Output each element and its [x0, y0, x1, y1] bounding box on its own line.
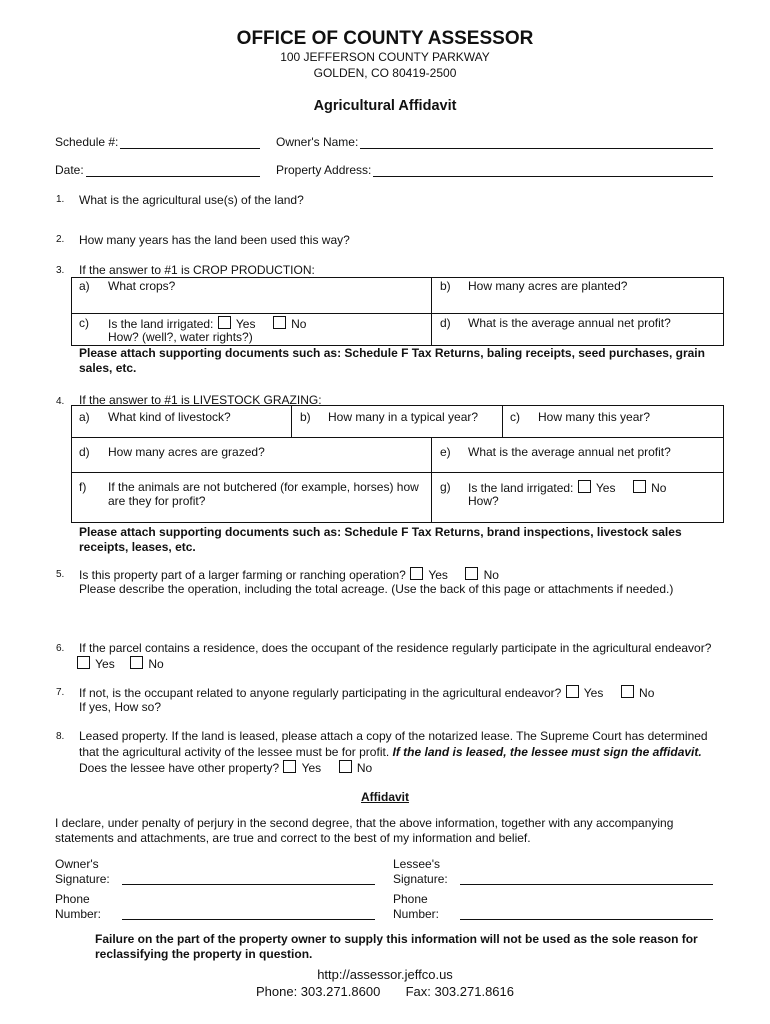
- q3c-no-label: No: [291, 317, 307, 331]
- q8-lessee-warning: If the land is leased, the lessee must sign the affidavit.: [392, 745, 702, 759]
- q4g-yes-checkbox[interactable]: [578, 480, 591, 493]
- q3c-text: Is the land irrigated:: [108, 317, 214, 331]
- q4b-text: How many in a typical year?: [328, 410, 479, 424]
- affidavit-line-2: statements and attachments, are true and correct to the best of my information and belief.: [55, 831, 531, 845]
- q8-line3: [79, 760, 372, 775]
- q6-number: 6.: [56, 643, 65, 654]
- q5-number: 5.: [56, 569, 65, 580]
- q6-yes-checkbox[interactable]: [77, 656, 90, 669]
- q4g-yes-label: Yes: [595, 481, 616, 495]
- address-line-2: GOLDEN, CO 80419-2500: [313, 66, 457, 80]
- q8-line2: [79, 745, 702, 759]
- q7-text: If not, is the occupant related to anyone regularly participating in the agricultural endeavor?: [79, 686, 562, 700]
- livestock-col-divider-b: [291, 405, 292, 437]
- q3c-no-checkbox[interactable]: [273, 316, 286, 329]
- q7-no-label: No: [639, 686, 655, 700]
- q8-line1: Leased property. If the land is leased, please attach a copy of the notarized lease. The Supreme Court has determined: [79, 729, 708, 743]
- date-field[interactable]: [86, 176, 260, 177]
- owner-phone-field[interactable]: [122, 919, 375, 920]
- q3-note: Please attach supporting documents such as: Schedule F Tax Returns, baling receipts, seed purchases, grain sales, etc.: [79, 346, 705, 375]
- q4g-letter: g): [440, 480, 451, 494]
- livestock-col-divider: [431, 437, 432, 522]
- q4d-text: How many acres are grazed?: [108, 445, 265, 459]
- q4f-text: If the animals are not butchered (for example, horses) how are they for profit?: [108, 480, 419, 508]
- q4c-letter: c): [510, 410, 520, 424]
- footer-url[interactable]: http://assessor.jeffco.us: [317, 967, 453, 982]
- q7-no-checkbox[interactable]: [621, 685, 634, 698]
- q6-yes-label: Yes: [95, 657, 115, 671]
- q5-yes-label: Yes: [428, 568, 448, 582]
- q2-text: How many years has the land been used this way?: [79, 233, 350, 247]
- q5-yes-checkbox[interactable]: [410, 567, 423, 580]
- owner-signature-label-2: Signature:: [55, 872, 110, 886]
- lessee-signature-label-2: Signature:: [393, 872, 448, 886]
- footer-phone: Phone: 303.271.8600: [255, 984, 381, 999]
- q4g-no-label: No: [651, 481, 667, 495]
- property-address-field[interactable]: [373, 176, 713, 177]
- q3-number: 3.: [56, 265, 65, 276]
- q8-yes-label: Yes: [301, 761, 322, 775]
- schedule-label: Schedule #:: [55, 135, 119, 149]
- property-address-label: Property Address:: [276, 163, 372, 177]
- q3c-question: [108, 316, 306, 331]
- q4a-text: What kind of livestock?: [108, 410, 231, 424]
- q3a-letter: a): [79, 279, 90, 293]
- q4f-letter: f): [79, 480, 87, 494]
- page-title: OFFICE OF COUNTY ASSESSOR: [236, 28, 534, 49]
- q4g-text: Is the land irrigated:: [468, 481, 574, 495]
- q3c-letter: c): [79, 316, 89, 330]
- owner-phone-label-1: Phone: [55, 892, 90, 906]
- owner-phone-label-2: Number:: [55, 907, 102, 921]
- q4g-text2: How?: [468, 494, 499, 508]
- lessee-signature-label-1: Lessee's: [393, 857, 440, 871]
- q8-line3-text: Does the lessee have other property?: [79, 761, 280, 775]
- q3c-text2: How? (well?, water rights?): [108, 330, 253, 344]
- q4e-letter: e): [440, 445, 451, 459]
- q4-intro: If the answer to #1 is LIVESTOCK GRAZING:: [79, 393, 322, 407]
- q4e-text: What is the average annual net profit?: [468, 445, 671, 459]
- footer-fax: Fax: 303.271.8616: [405, 984, 514, 999]
- date-label: Date:: [55, 163, 84, 177]
- livestock-row-divider-1: [71, 437, 723, 438]
- q3-intro: If the answer to #1 is CROP PRODUCTION:: [79, 263, 315, 277]
- q5-no-checkbox[interactable]: [465, 567, 478, 580]
- footer-contact: [0, 984, 770, 999]
- q7-question: [79, 685, 654, 700]
- livestock-row-divider-2: [71, 472, 723, 473]
- q8-no-checkbox[interactable]: [339, 760, 352, 773]
- q4-number: 4.: [56, 396, 65, 407]
- q6-no-label: No: [148, 657, 164, 671]
- q6-text: If the parcel contains a residence, does the occupant of the residence regularly participate in the agricultural endeavor?: [79, 641, 712, 655]
- q3c-yes-label: Yes: [235, 317, 256, 331]
- owner-name-field[interactable]: [360, 148, 713, 149]
- affidavit-heading: Affidavit: [361, 790, 409, 804]
- lessee-signature-field[interactable]: [460, 884, 713, 885]
- q6-options: [76, 656, 164, 671]
- owner-signature-label-1: Owner's: [55, 857, 99, 871]
- form-title: Agricultural Affidavit: [313, 98, 457, 114]
- q8-yes-checkbox[interactable]: [283, 760, 296, 773]
- q5-no-label: No: [483, 568, 499, 582]
- crop-table-row-divider: [71, 313, 723, 314]
- q5-text: Is this property part of a larger farming or ranching operation?: [79, 568, 406, 582]
- q7-number: 7.: [56, 687, 65, 698]
- q3a-text: What crops?: [108, 279, 176, 293]
- lessee-phone-label-1: Phone: [393, 892, 428, 906]
- q8-number: 8.: [56, 731, 65, 742]
- q7-yes-checkbox[interactable]: [566, 685, 579, 698]
- failure-warning: Failure on the part of the property owner to supply this information will not be used as the sole reason for reclassifying the property in question.: [95, 932, 698, 961]
- schedule-field[interactable]: [120, 148, 260, 149]
- owner-signature-field[interactable]: [122, 884, 375, 885]
- q4g-no-checkbox[interactable]: [633, 480, 646, 493]
- q5-question: [79, 567, 499, 582]
- q4c-text: How many this year?: [538, 410, 651, 424]
- q8-no-label: No: [356, 761, 373, 775]
- lessee-phone-field[interactable]: [460, 919, 713, 920]
- q4g-question: [468, 480, 666, 495]
- q1-number: 1.: [56, 194, 65, 205]
- address-line-1: 100 JEFFERSON COUNTY PARKWAY: [280, 50, 490, 64]
- owner-name-label: Owner's Name:: [276, 135, 359, 149]
- q4d-letter: d): [79, 445, 90, 459]
- q1-text: What is the agricultural use(s) of the land?: [79, 193, 304, 207]
- q3b-letter: b): [440, 279, 451, 293]
- q6-no-checkbox[interactable]: [130, 656, 143, 669]
- q4b-letter: b): [300, 410, 311, 424]
- lessee-phone-label-2: Number:: [393, 907, 440, 921]
- q3b-text: How many acres are planted?: [468, 279, 628, 293]
- q4a-letter: a): [79, 410, 90, 424]
- q3d-letter: d): [440, 316, 451, 330]
- livestock-col-divider-c: [502, 405, 503, 437]
- q2-number: 2.: [56, 234, 65, 245]
- q3d-text: What is the average annual net profit?: [468, 316, 671, 330]
- q8-line2-text: that the agricultural activity of the lessee must be for profit.: [79, 745, 390, 759]
- q3c-yes-checkbox[interactable]: [218, 316, 231, 329]
- q7-text2: If yes, How so?: [79, 700, 162, 714]
- crop-table-divider: [431, 277, 432, 345]
- q5-text2: Please describe the operation, including the total acreage. (Use the back of this page or attachments if needed.): [79, 582, 674, 596]
- affidavit-line-1: I declare, under penalty of perjury in the second degree, that the above information, together with any accompanying: [55, 816, 674, 830]
- q4-note: Please attach supporting documents such as: Schedule F Tax Returns, brand inspections, livestock sales receipts, leases, etc.: [79, 525, 682, 554]
- q7-yes-label: Yes: [583, 686, 604, 700]
